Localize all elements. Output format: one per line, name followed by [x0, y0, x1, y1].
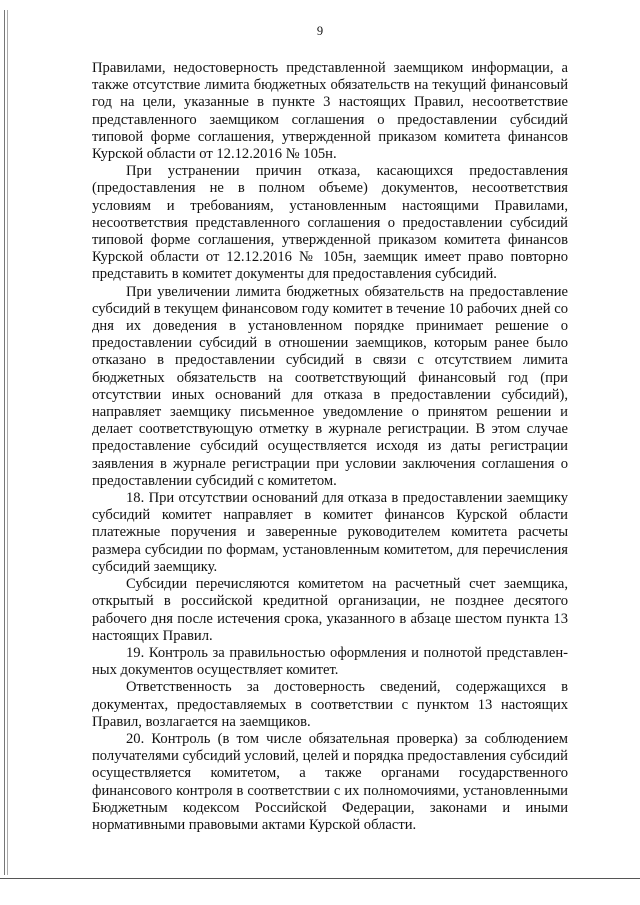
bottom-scan-edge [0, 878, 640, 879]
paragraph-responsibility: Ответственность за достоверность сведений, содержащихся в документах, предоставляемых в соответствии с пунктом 13 настоящих Правил, возлагается на заемщиков. [92, 679, 568, 730]
paragraph-subsidy-transfer: Субсидии перечисляются комитетом на расчетный счет заемщика, открытый в российской кредитной организации, не позднее десятого рабочего дня после истечения срока, указанного в абзаце шестом пункта 13 настоящих Правил. [92, 576, 568, 644]
paragraph-refusal-reasons: Правилами, недостоверность представленной заемщиком информации, а также отсутствие лимита бюджетных обязательств на текущий финансовый год на цели, указанные в пункте 3 настоящих Правил, несоответствие представленного заемщиком соглашения о предоставлении субсидий типовой форме соглашения, утвержденной приказом комитета финансов Курской области от 12.12.2016 № 105н. [92, 60, 568, 163]
page-number: 9 [316, 24, 324, 38]
binding-edge-mark [4, 10, 8, 875]
paragraph-item-19: 19. Контроль за правильностью оформления и полнотой представлен-ных документов осуществляет комитет. [92, 644, 568, 679]
paragraph-limit-increase: При увеличении лимита бюджетных обязательств на предоставление субсидий в текущем финансовом году комитет в течение 10 рабочих дней со дня их доведения в установленном порядке принимает решение о предоставлении субсидий в отношении заемщиков, которым ранее было отказано в предоставлении субсидий в связи с отсутствием лимита бюджетных обязательств на соответствующий финансовый год (при отсутствии иных оснований для отказа в предоставлении субсидий), направляет заемщику письменное уведомление о принятом решении и делает соответствующую отметку в журнале регистрации. В этом случае предоставление субсидий осуществляется исходя из даты регистрации заявления в журнале регистрации при условии заключения соглашения о предоставлении субсидий с комитетом. [92, 283, 568, 489]
document-body [92, 60, 568, 834]
paragraph-item-20: 20. Контроль (в том числе обязательная проверка) за соблюдением получателями субсидий условий, целей и порядка предоставления субсидий осуществляется комитетом, а также органами государственного финансового контроля в соответствии с их полномочиями, установленными Бюджетным кодексом Российской Федерации, законами и иными нормативными правовыми актами Курской области. [92, 730, 568, 833]
paragraph-item-18: 18. При отсутствии оснований для отказа в предоставлении заемщику субсидий комитет направляет в комитет финансов Курской области платежные поручения и заверенные руководителем комитета расчеты размера субсидии по формам, установленным комитетом, для перечисления субсидий заемщику. [92, 490, 568, 575]
paragraph-resubmission-right: При устранении причин отказа, касающихся предоставления (предоставления не в полном объеме) документов, несоответствия условиям и требованиям, установленным настоящими Правилами, несоответствия представленного соглашения о предоставлении субсидий типовой форме соглашения, утвержденной приказом комитета финансов Курской области от 12.12.2016 № 105н, заемщик имеет право повторно представить в комитет документы для предоставления субсидий. [92, 163, 568, 283]
